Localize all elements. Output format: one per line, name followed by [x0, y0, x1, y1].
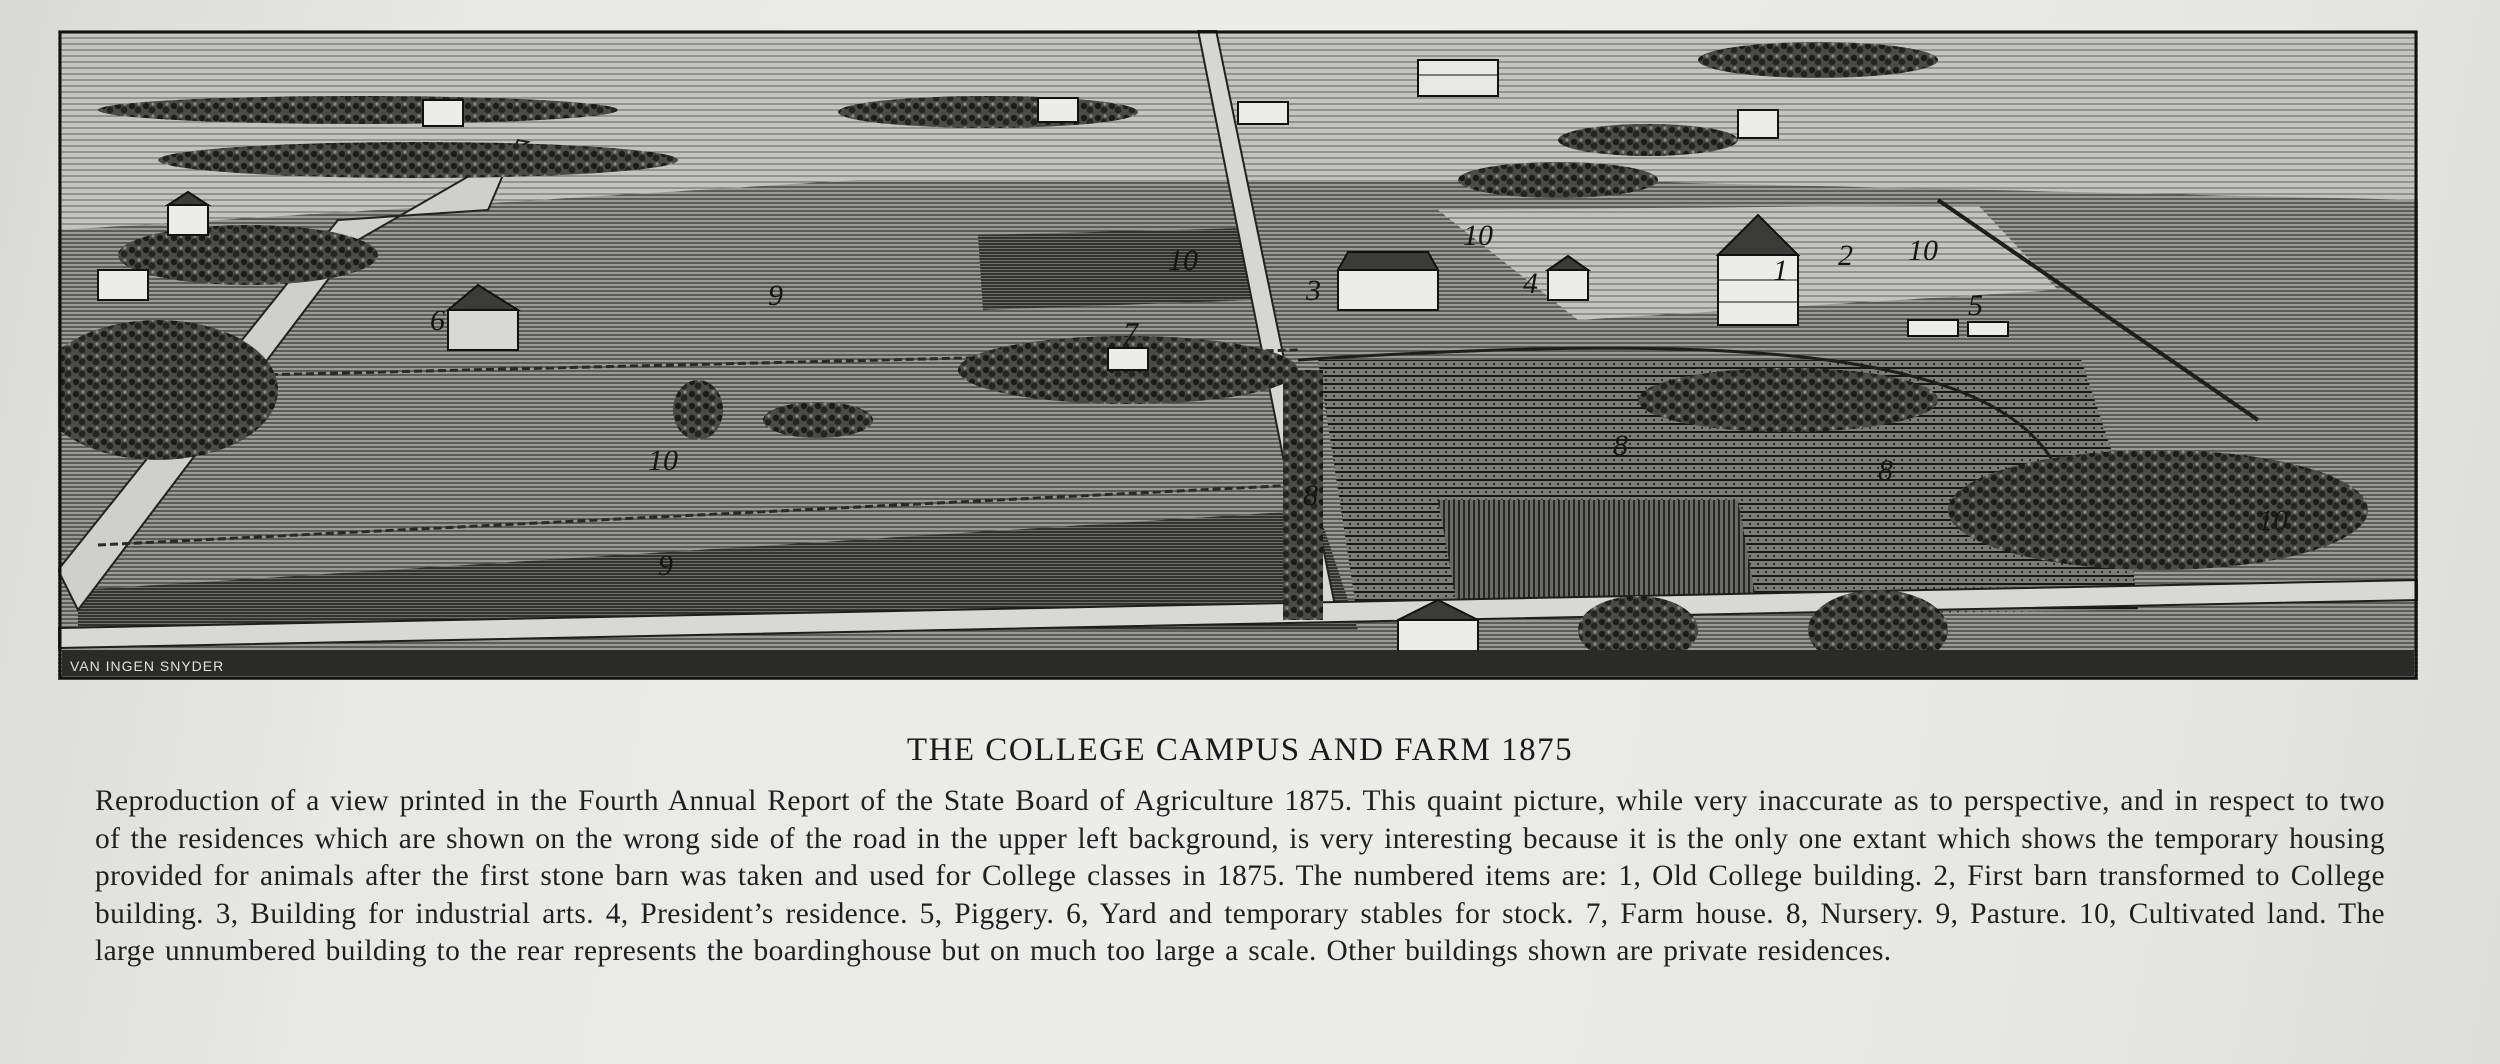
building-residence: [1238, 102, 1288, 124]
tree-row: [98, 96, 618, 124]
tree-cluster-east: [1948, 450, 2368, 570]
building-residence: [98, 270, 148, 300]
tree: [673, 380, 723, 440]
map-number-9: 9: [658, 549, 673, 582]
map-number-6: 6: [430, 304, 445, 337]
caption: [95, 732, 2385, 971]
tree-row: [1458, 162, 1658, 198]
tree-row: [1558, 124, 1738, 156]
map-number-7: 7: [1123, 317, 1138, 350]
engraving-svg: [58, 30, 2418, 680]
building-piggery: [1908, 320, 2008, 336]
building-industrial-arts: [1338, 252, 1438, 310]
map-number-5: 5: [1968, 289, 1983, 322]
building-residence: [1738, 110, 1778, 138]
campus-engraving: [58, 30, 2418, 680]
building-boardinghouse: [1418, 60, 1498, 96]
tree-row: [838, 96, 1138, 128]
map-number-3: 3: [1306, 274, 1321, 307]
tree-row: [1698, 42, 1938, 78]
caption-title: THE COLLEGE CAMPUS AND FARM 1875: [906, 732, 1574, 768]
caption-body: Reproduction of a view printed in the Fourth Annual Report of the State Board of Agriculture 1875. This quaint picture, while very inaccurate as to perspective, and in respect to two of the residences which are shown on the wrong side of the road in the upper left background, is very interesting because it is the only one extant which shows the temporary housing provided for animals after the first stone barn was taken and used for College classes in 1875. The numbered items are: 1, Old College building. 2, First barn transformed to College building. 3, Building for industrial arts. 4, President’s residence. 5, Piggery. 6, Yard and temporary stables for stock. 7, Farm house. 8, Nursery. 9, Pasture. 10, Cultivated land. The large unnumbered building to the rear represents the boardinghouse but on much too large a scale. Other buildings shown are private residences.: [95, 785, 2385, 967]
map-number-8: 8: [1613, 429, 1628, 462]
artist-signature: VAN INGEN SNYDER: [70, 658, 225, 674]
tree-cluster: [118, 225, 378, 285]
map-number-10: 10: [1908, 234, 1938, 267]
map-number-10: 10: [2258, 504, 2288, 537]
building-farm-house: [1108, 348, 1148, 370]
map-number-1: 1: [1773, 254, 1788, 287]
tree: [763, 402, 873, 438]
tree-cluster: [1638, 368, 1938, 432]
map-number-10: 10: [1463, 219, 1493, 252]
tree-row: [158, 142, 678, 178]
field-cultivated-10a: [978, 228, 1253, 310]
map-number-8: 8: [1303, 479, 1318, 512]
map-number-9: 9: [768, 279, 783, 312]
map-number-10: 10: [648, 444, 678, 477]
map-number-2: 2: [1838, 239, 1853, 272]
map-number-10: 10: [1168, 244, 1198, 277]
engraving-bottom-strip: [62, 650, 2414, 676]
building-residence: [423, 100, 463, 126]
building-residence: [1038, 98, 1078, 122]
map-number-4: 4: [1523, 267, 1538, 300]
map-number-8: 8: [1878, 454, 1893, 487]
